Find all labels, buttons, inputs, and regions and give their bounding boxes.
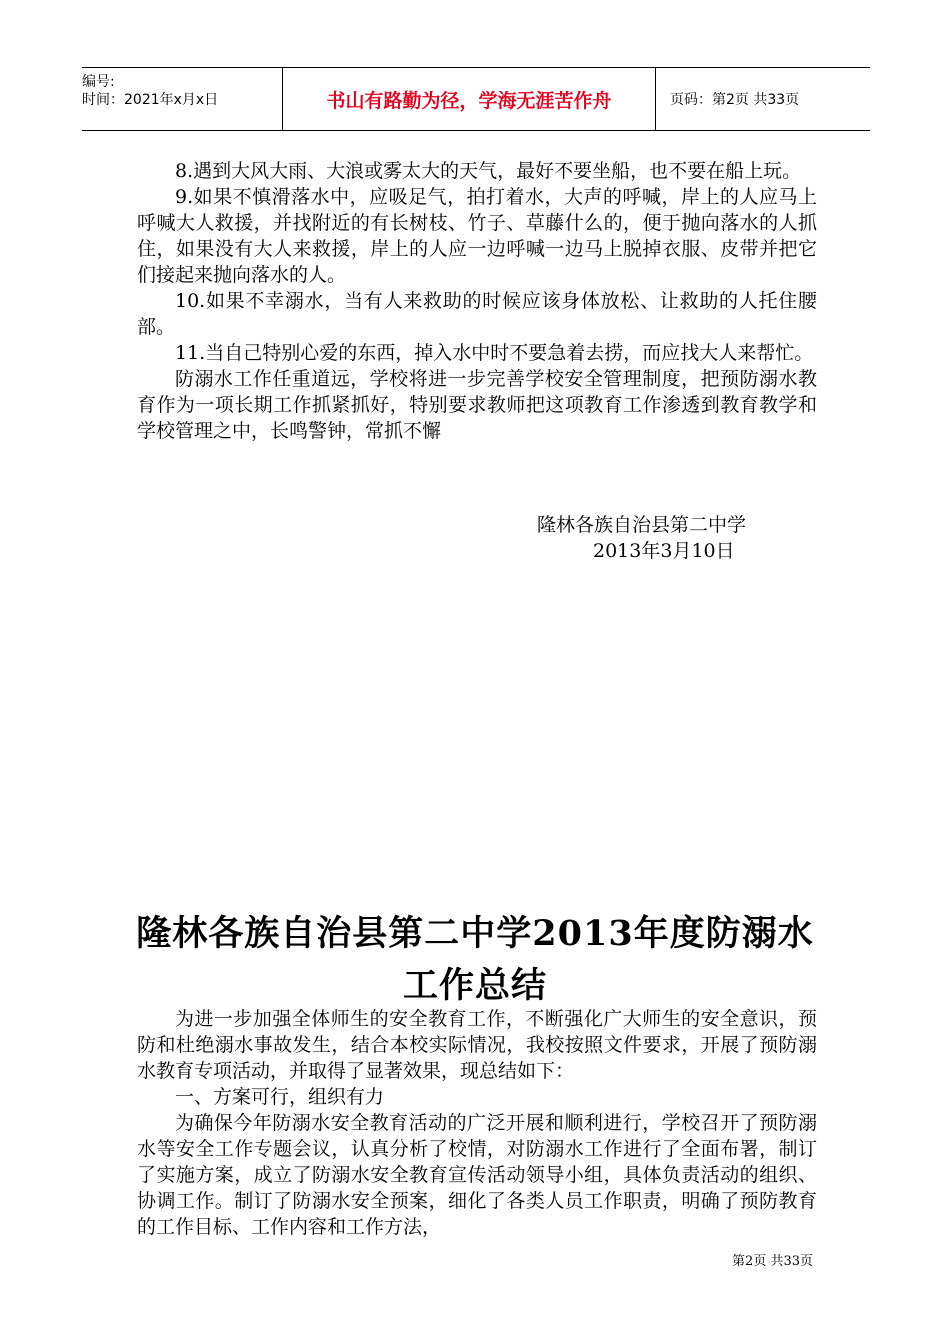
page-footer: 第2页 共33页	[732, 1254, 813, 1269]
signature-date: 2013年3月10日	[593, 540, 735, 562]
header-motto: 书山有路勤为径，学海无涯苦作舟	[326, 89, 612, 112]
list-item-11: 11.当自己特别心爱的东西，掉入水中时不要急着去捞，而应找大人来帮忙。	[175, 342, 814, 364]
header-motto-cell	[282, 68, 656, 130]
body-text-upper	[137, 158, 817, 444]
document-number-label: 编号:	[82, 74, 115, 90]
header-meta	[82, 68, 282, 130]
section-1-text: 为确保今年防溺水安全教育活动的广泛开展和顺利进行，学校召开了预防溺水等安全工作专题会议，认真分析了校情，对防溺水工作进行了全面布署，制订了实施方案，成立了防溺水安全教育宣传活动领导小组，具体负责活动的组织、协调工作。制订了防溺水安全预案，细化了各类人员工作职责，明确了预防教育的工作目标、工作内容和工作方法，	[137, 1112, 817, 1238]
summary-title-line-1: 隆林各族自治县第二中学2013年度防溺水	[136, 913, 814, 954]
list-item-9: 9.如果不慎滑落水中，应吸足气，拍打着水，大声的呼喊，岸上的人应马上呼喊大人救援，并找附近的有长树枝、竹子、草藤什么的，便于抛向落水的人抓住，如果没有大人来救援，岸上的人应一边呼喊一边马上脱掉衣服、皮带并把它们接起来抛向落水的人。	[137, 186, 817, 286]
list-item-8: 8.遇到大风大雨、大浪或雾太大的天气，最好不要坐船，也不要在船上玩。	[175, 160, 802, 182]
summary-title-line-2: 工作总结	[402, 965, 547, 1006]
summary-intro: 为进一步加强全体师生的安全教育工作，不断强化广大师生的安全意识，预防和杜绝溺水事故发生，结合本校实际情况，我校按照文件要求，开展了预防溺水教育专项活动，并取得了显著效果，现总结如下：	[137, 1008, 817, 1082]
page-header	[82, 67, 870, 131]
summary-title	[120, 908, 830, 1012]
signature-organization: 隆林各族自治县第二中学	[537, 514, 747, 536]
body-text-lower	[137, 1006, 817, 1240]
section-1-heading: 一、方案可行，组织有力	[175, 1086, 385, 1108]
header-page-number: 页码：第2页 共33页	[670, 92, 800, 108]
closing-paragraph: 防溺水工作任重道远，学校将进一步完善学校安全管理制度，把预防溺水教育作为一项长期工作抓紧抓好，特别要求教师把这项教育工作渗透到教育教学和学校管理之中，长鸣警钟，常抓不懈	[137, 368, 817, 442]
list-item-10: 10.如果不幸溺水，当有人来救助的时候应该身体放松、让救助的人托住腰部。	[137, 290, 817, 338]
document-time-label: 时间：2021年x月x日	[82, 92, 219, 108]
